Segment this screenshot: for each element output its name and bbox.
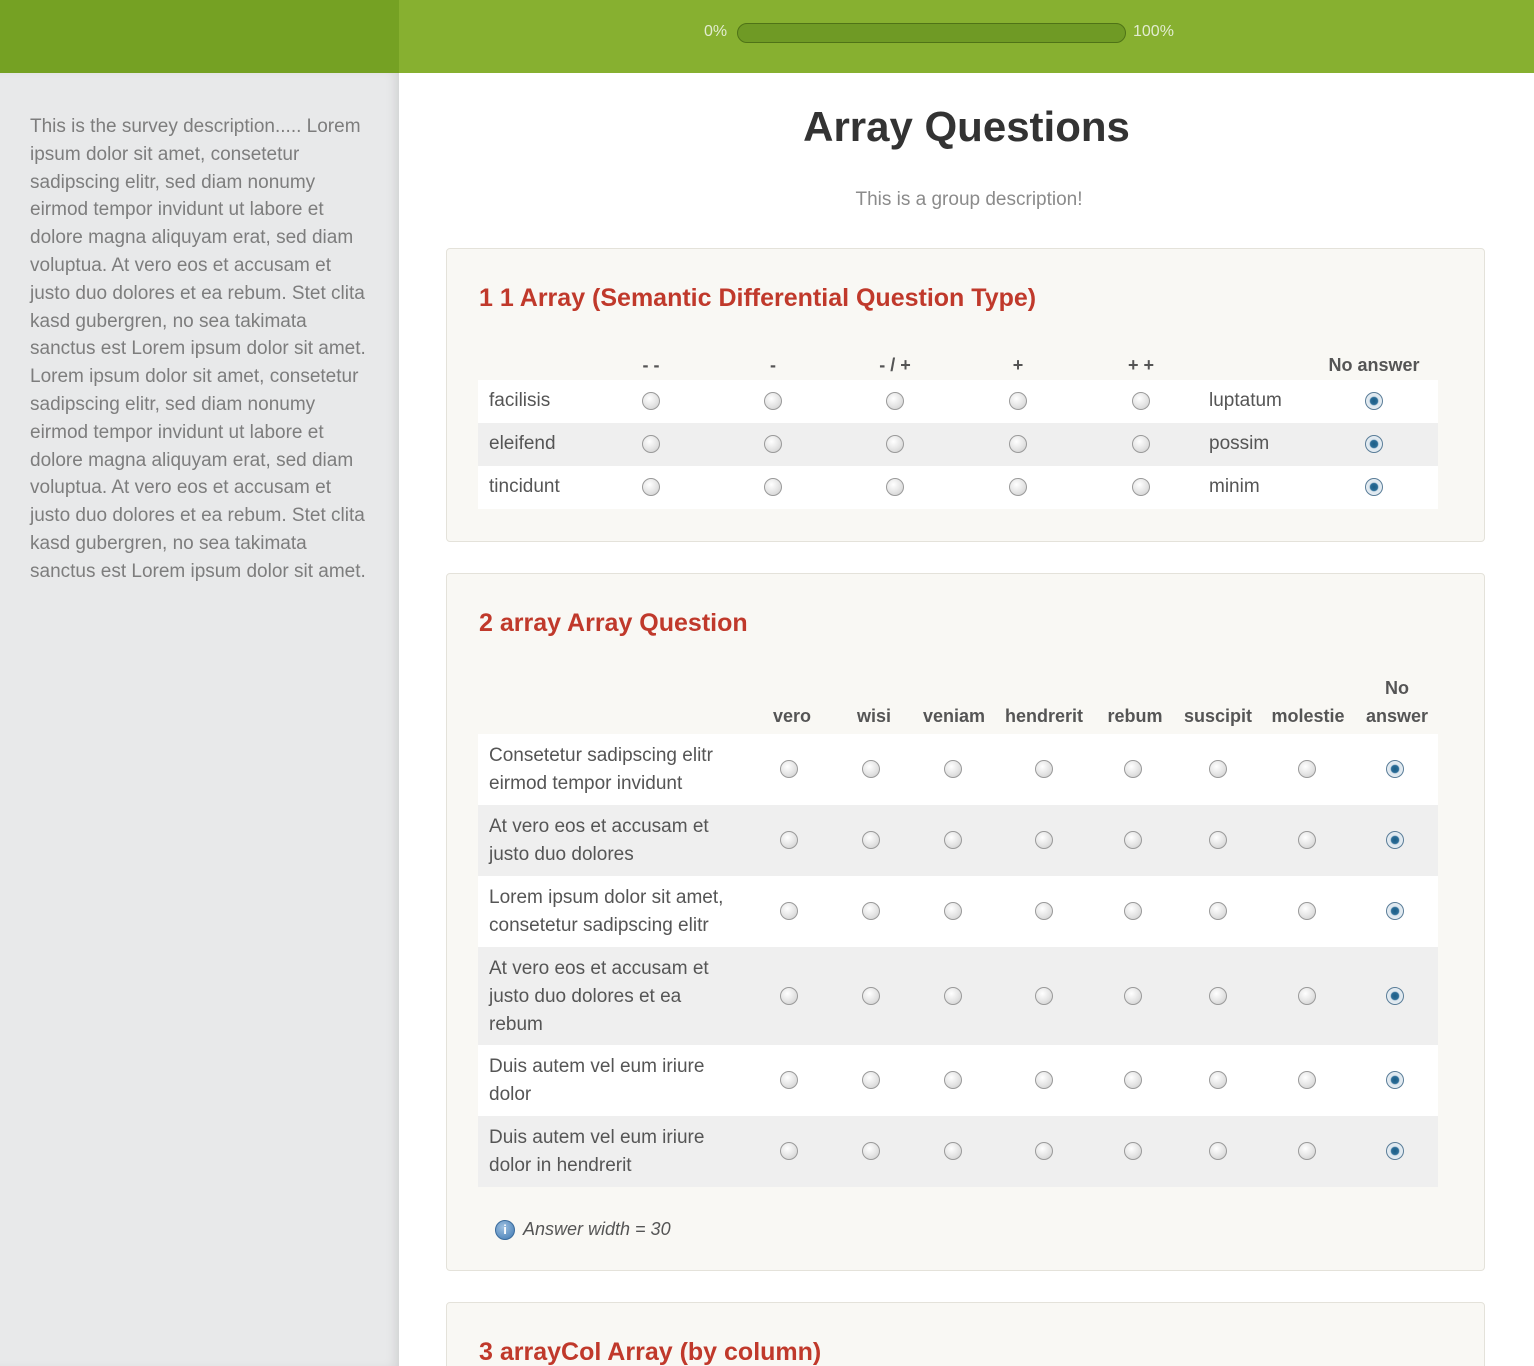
column-header: + + [1127,355,1155,375]
column-header: hendrerit [1004,706,1083,726]
row-label-line: At vero eos et accusam et [489,958,709,979]
table-row [478,1116,1438,1187]
table-row [478,876,1438,947]
main-content [399,73,1534,1366]
radio-button[interactable] [886,392,904,410]
column-header-no-answer [1360,674,1434,730]
row-left-label: tincidunt [489,476,560,497]
column-header: - [770,355,776,375]
row-label [489,1053,704,1109]
radio-button[interactable] [1035,1142,1053,1160]
radio-button[interactable] [1132,392,1150,410]
row-label-line: Consetetur sadipscing elitr [489,745,713,766]
progress-bar-fill [738,24,1125,42]
row-label [489,1124,704,1180]
row-left-label: facilisis [489,390,551,411]
array-table-1 [478,349,1438,509]
radio-button[interactable] [1035,1071,1053,1089]
row-label [489,813,709,869]
radio-button[interactable] [1009,392,1027,410]
row-label [489,955,709,1039]
radio-button[interactable] [944,987,962,1005]
column-header: veniam [922,706,986,726]
table-row [478,423,1438,466]
progress-start-label: 0% [704,23,728,40]
row-right-label: luptatum [1209,390,1282,411]
column-header-no-answer: No answer [1328,355,1420,375]
column-header: + [1012,355,1024,375]
radio-button[interactable] [944,831,962,849]
question-title: 1 1 Array (Semantic Differential Question Type) [479,284,1037,312]
radio-button[interactable] [862,902,880,920]
group-description: This is a group description! [855,189,1083,210]
progress-bar [737,23,1126,43]
radio-button[interactable] [886,478,904,496]
radio-button[interactable] [1009,478,1027,496]
radio-button[interactable] [1209,902,1227,920]
column-header: - - [642,355,660,375]
radio-button[interactable] [1298,1142,1316,1160]
column-header: suscipit [1183,706,1253,726]
radio-button[interactable] [780,1071,798,1089]
sidebar [0,73,399,1366]
radio-button[interactable] [764,435,782,453]
radio-button[interactable] [1124,831,1142,849]
progress-end-label: 100% [1133,23,1174,40]
radio-button[interactable] [862,760,880,778]
radio-button[interactable] [1209,987,1227,1005]
radio-button[interactable] [1124,1142,1142,1160]
question-tip [495,1219,671,1240]
radio-button[interactable] [1298,1071,1316,1089]
row-label-line: justo duo dolores et ea [489,986,682,1007]
table-row [478,734,1438,805]
no-answer-radio[interactable] [1365,435,1383,453]
radio-button[interactable] [944,902,962,920]
column-header: wisi [856,706,891,726]
row-label-line: rebum [489,1014,543,1035]
radio-button[interactable] [944,760,962,778]
radio-button[interactable] [780,987,798,1005]
radio-button[interactable] [886,435,904,453]
radio-button[interactable] [780,902,798,920]
no-answer-radio[interactable] [1386,987,1404,1005]
row-label-line: dolor [489,1084,532,1105]
no-answer-line: answer [1365,706,1429,726]
radio-button[interactable] [780,1142,798,1160]
question-card-3 [446,1302,1485,1366]
question-card-2 [446,573,1485,1271]
no-answer-radio[interactable] [1365,478,1383,496]
radio-button[interactable] [642,478,660,496]
column-header: molestie [1271,706,1345,726]
radio-button[interactable] [862,1142,880,1160]
row-label [489,742,713,798]
radio-button[interactable] [780,831,798,849]
radio-button[interactable] [862,1071,880,1089]
header-left-bar [0,0,399,73]
row-label [489,884,723,940]
radio-button[interactable] [1035,902,1053,920]
no-answer-line: No [1385,678,1409,698]
radio-button[interactable] [1009,435,1027,453]
radio-button[interactable] [1209,1071,1227,1089]
table-row [478,466,1438,509]
row-label-line: Duis autem vel eum iriure [489,1056,705,1077]
table-row [478,947,1438,1045]
survey-description: This is the survey description..... Lorem ipsum dolor sit amet, consetetur sadipscing elitr, sed diam nonumy eirmod tempor invidunt ut labore et dolore magna aliquyam erat, sed diam voluptua. At vero eos et accusam et justo duo dolores et ea rebum. Stet clita kasd gubergren, no sea takimata sanctus est Lorem ipsum dolor sit amet. Lorem ipsum dolor sit amet, consetetur sadipscing elitr, sed diam nonumy eirmod tempor invidunt ut labore et dolore magna aliquyam erat, sed diam voluptua. At vero eos et accusam et justo duo dolores et ea rebum. Stet clita kasd gubergren, no sea takimata sanctus est Lorem ipsum dolor sit amet. [30,116,366,582]
radio-button[interactable] [1035,831,1053,849]
row-label-line: eirmod tempor invidunt [489,773,683,794]
no-answer-radio[interactable] [1386,1071,1404,1089]
radio-button[interactable] [642,435,660,453]
column-header: rebum [1107,706,1163,726]
row-right-label: minim [1209,476,1260,497]
no-answer-radio[interactable] [1386,831,1404,849]
radio-button[interactable] [1132,435,1150,453]
radio-button[interactable] [1124,902,1142,920]
no-answer-radio[interactable] [1386,902,1404,920]
tip-text: Answer width = 30 [523,1219,671,1239]
radio-button[interactable] [1124,760,1142,778]
radio-button[interactable] [862,987,880,1005]
table-row [478,1045,1438,1116]
question-card-1 [446,248,1485,542]
radio-button[interactable] [1035,760,1053,778]
row-right-label: possim [1209,433,1270,454]
radio-button[interactable] [1124,1071,1142,1089]
question-title: 2 array Array Question [479,609,748,637]
table-row [478,380,1438,423]
page-title: Array Questions [803,103,1130,150]
radio-button[interactable] [642,392,660,410]
question-title: 3 arrayCol Array (by column) [479,1338,822,1366]
radio-button[interactable] [1209,760,1227,778]
radio-button[interactable] [1298,902,1316,920]
row-label-line: consetetur sadipscing elitr [489,915,709,936]
row-label-line: justo duo dolores [489,844,634,865]
radio-button[interactable] [862,831,880,849]
row-left-label: eleifend [489,433,556,454]
array-table-2 [478,674,1438,1189]
row-label-line: dolor in hendrerit [489,1155,632,1176]
row-label-line: At vero eos et accusam et [489,816,709,837]
row-label-line: Duis autem vel eum iriure [489,1127,705,1148]
radio-button[interactable] [944,1142,962,1160]
row-label-line: Lorem ipsum dolor sit amet, [489,887,724,908]
column-header: vero [772,706,812,726]
radio-button[interactable] [944,1071,962,1089]
radio-button[interactable] [1209,1142,1227,1160]
radio-button[interactable] [1035,987,1053,1005]
radio-button[interactable] [1209,831,1227,849]
radio-button[interactable] [1298,831,1316,849]
no-answer-radio[interactable] [1365,392,1383,410]
radio-button[interactable] [764,392,782,410]
radio-button[interactable] [780,760,798,778]
radio-button[interactable] [764,478,782,496]
radio-button[interactable] [1298,760,1316,778]
table-row [478,805,1438,876]
radio-button[interactable] [1132,478,1150,496]
no-answer-radio[interactable] [1386,1142,1404,1160]
column-header: - / + [879,355,911,375]
info-icon: i [495,1220,515,1240]
radio-button[interactable] [1298,987,1316,1005]
no-answer-radio[interactable] [1386,760,1404,778]
radio-button[interactable] [1124,987,1142,1005]
